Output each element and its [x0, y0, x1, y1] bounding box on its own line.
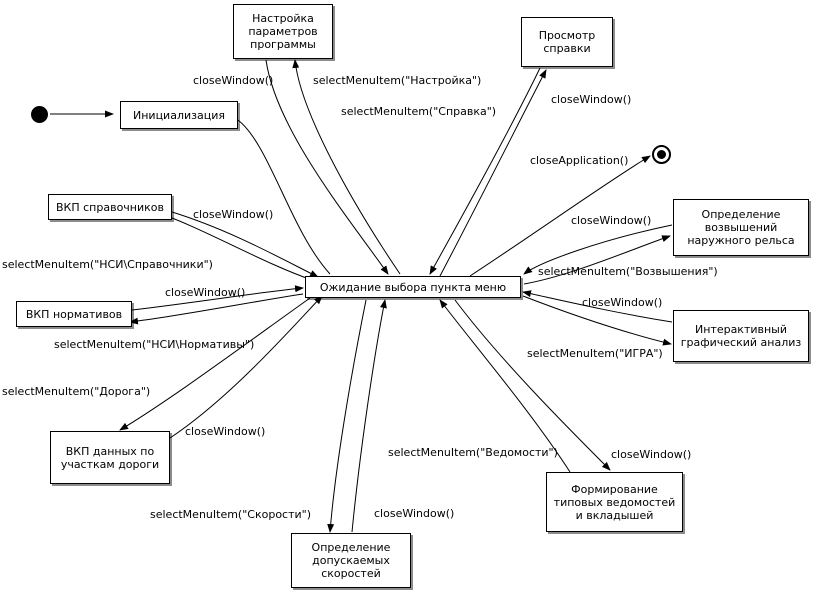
edge-label-l13: selectMenuItem("ИГРА")	[527, 347, 663, 360]
edge-e-settings-menu	[266, 60, 388, 274]
state-node-help[interactable]	[521, 17, 613, 67]
edge-label-l9: selectMenuItem("Возвышения")	[538, 265, 718, 278]
state-node-roads[interactable]	[50, 431, 170, 484]
state-node-analysis[interactable]	[673, 310, 809, 362]
state-node-normativy[interactable]	[16, 301, 132, 327]
edge-label-l16: selectMenuItem("Ведомости")	[388, 446, 558, 459]
final-state-inner	[657, 150, 666, 159]
edge-label-l11: closeWindow()	[582, 296, 663, 309]
start-state-node	[31, 106, 48, 123]
edge-e-menu-settings	[295, 60, 400, 274]
state-node-spravochniki[interactable]	[48, 194, 172, 220]
edge-label-l5: closeApplication()	[530, 154, 629, 167]
state-node-label: Настройка параметров программы	[248, 12, 318, 51]
edge-label-l7: closeWindow()	[571, 214, 652, 227]
edge-e-roads-menu	[170, 296, 322, 438]
state-node-label: ВКП нормативов	[25, 307, 123, 321]
edge-label-l2: selectMenuItem("Настройка")	[313, 74, 482, 87]
edge-e-init-menu	[238, 120, 330, 274]
state-node-label: Инициализация	[133, 108, 225, 122]
state-node-menu[interactable]	[305, 276, 521, 298]
state-node-label: Определение возвышений наружного рельса	[687, 208, 795, 247]
edge-label-l19: closeWindow()	[374, 507, 455, 520]
edge-label-l8: selectMenuItem("НСИ\Справочники")	[2, 258, 213, 271]
state-node-settings[interactable]	[233, 4, 333, 59]
edge-label-l12: selectMenuItem("НСИ\Нормативы")	[54, 338, 255, 351]
state-node-label: Формирование типовых ведомостей и вкладышей	[553, 482, 676, 522]
state-node-label: ВКП данных по участкам дороги	[60, 444, 160, 471]
state-node-vozvysheniya[interactable]	[673, 199, 809, 256]
edge-label-l6: closeWindow()	[193, 208, 274, 221]
edge-e-help-menu	[430, 68, 540, 274]
edge-e-menu-vedomosti	[455, 300, 610, 470]
edge-label-l15: closeWindow()	[185, 425, 266, 438]
final-state-node	[652, 145, 671, 164]
edge-label-l10: closeWindow()	[165, 286, 246, 299]
edge-label-l3: selectMenuItem("Справка")	[341, 105, 497, 118]
edge-e-menu-roads	[120, 298, 310, 430]
state-node-speeds[interactable]	[291, 533, 411, 588]
state-node-init[interactable]	[120, 101, 238, 129]
edge-label-l14: selectMenuItem("Дорога")	[2, 385, 151, 398]
edge-label-l1: closeWindow()	[193, 74, 274, 87]
edge-label-l17: closeWindow()	[611, 448, 692, 461]
edge-e-speeds-menu	[352, 300, 385, 532]
state-node-label: Определение допускаемых скоростей	[311, 541, 391, 580]
state-node-label: Ожидание выбора пункта меню	[319, 280, 507, 294]
state-node-label: ВКП справочников	[56, 200, 164, 214]
state-node-label: Просмотр справки	[538, 29, 596, 55]
edge-e-menu-speeds	[330, 300, 366, 532]
edge-label-l18: selectMenuItem("Скорости")	[150, 508, 311, 521]
state-node-label: Интерактивный графический анализ	[680, 323, 802, 349]
state-node-vedomosti[interactable]	[546, 472, 683, 532]
edge-e-menu-help	[440, 70, 546, 276]
edge-label-l4: closeWindow()	[551, 93, 632, 106]
